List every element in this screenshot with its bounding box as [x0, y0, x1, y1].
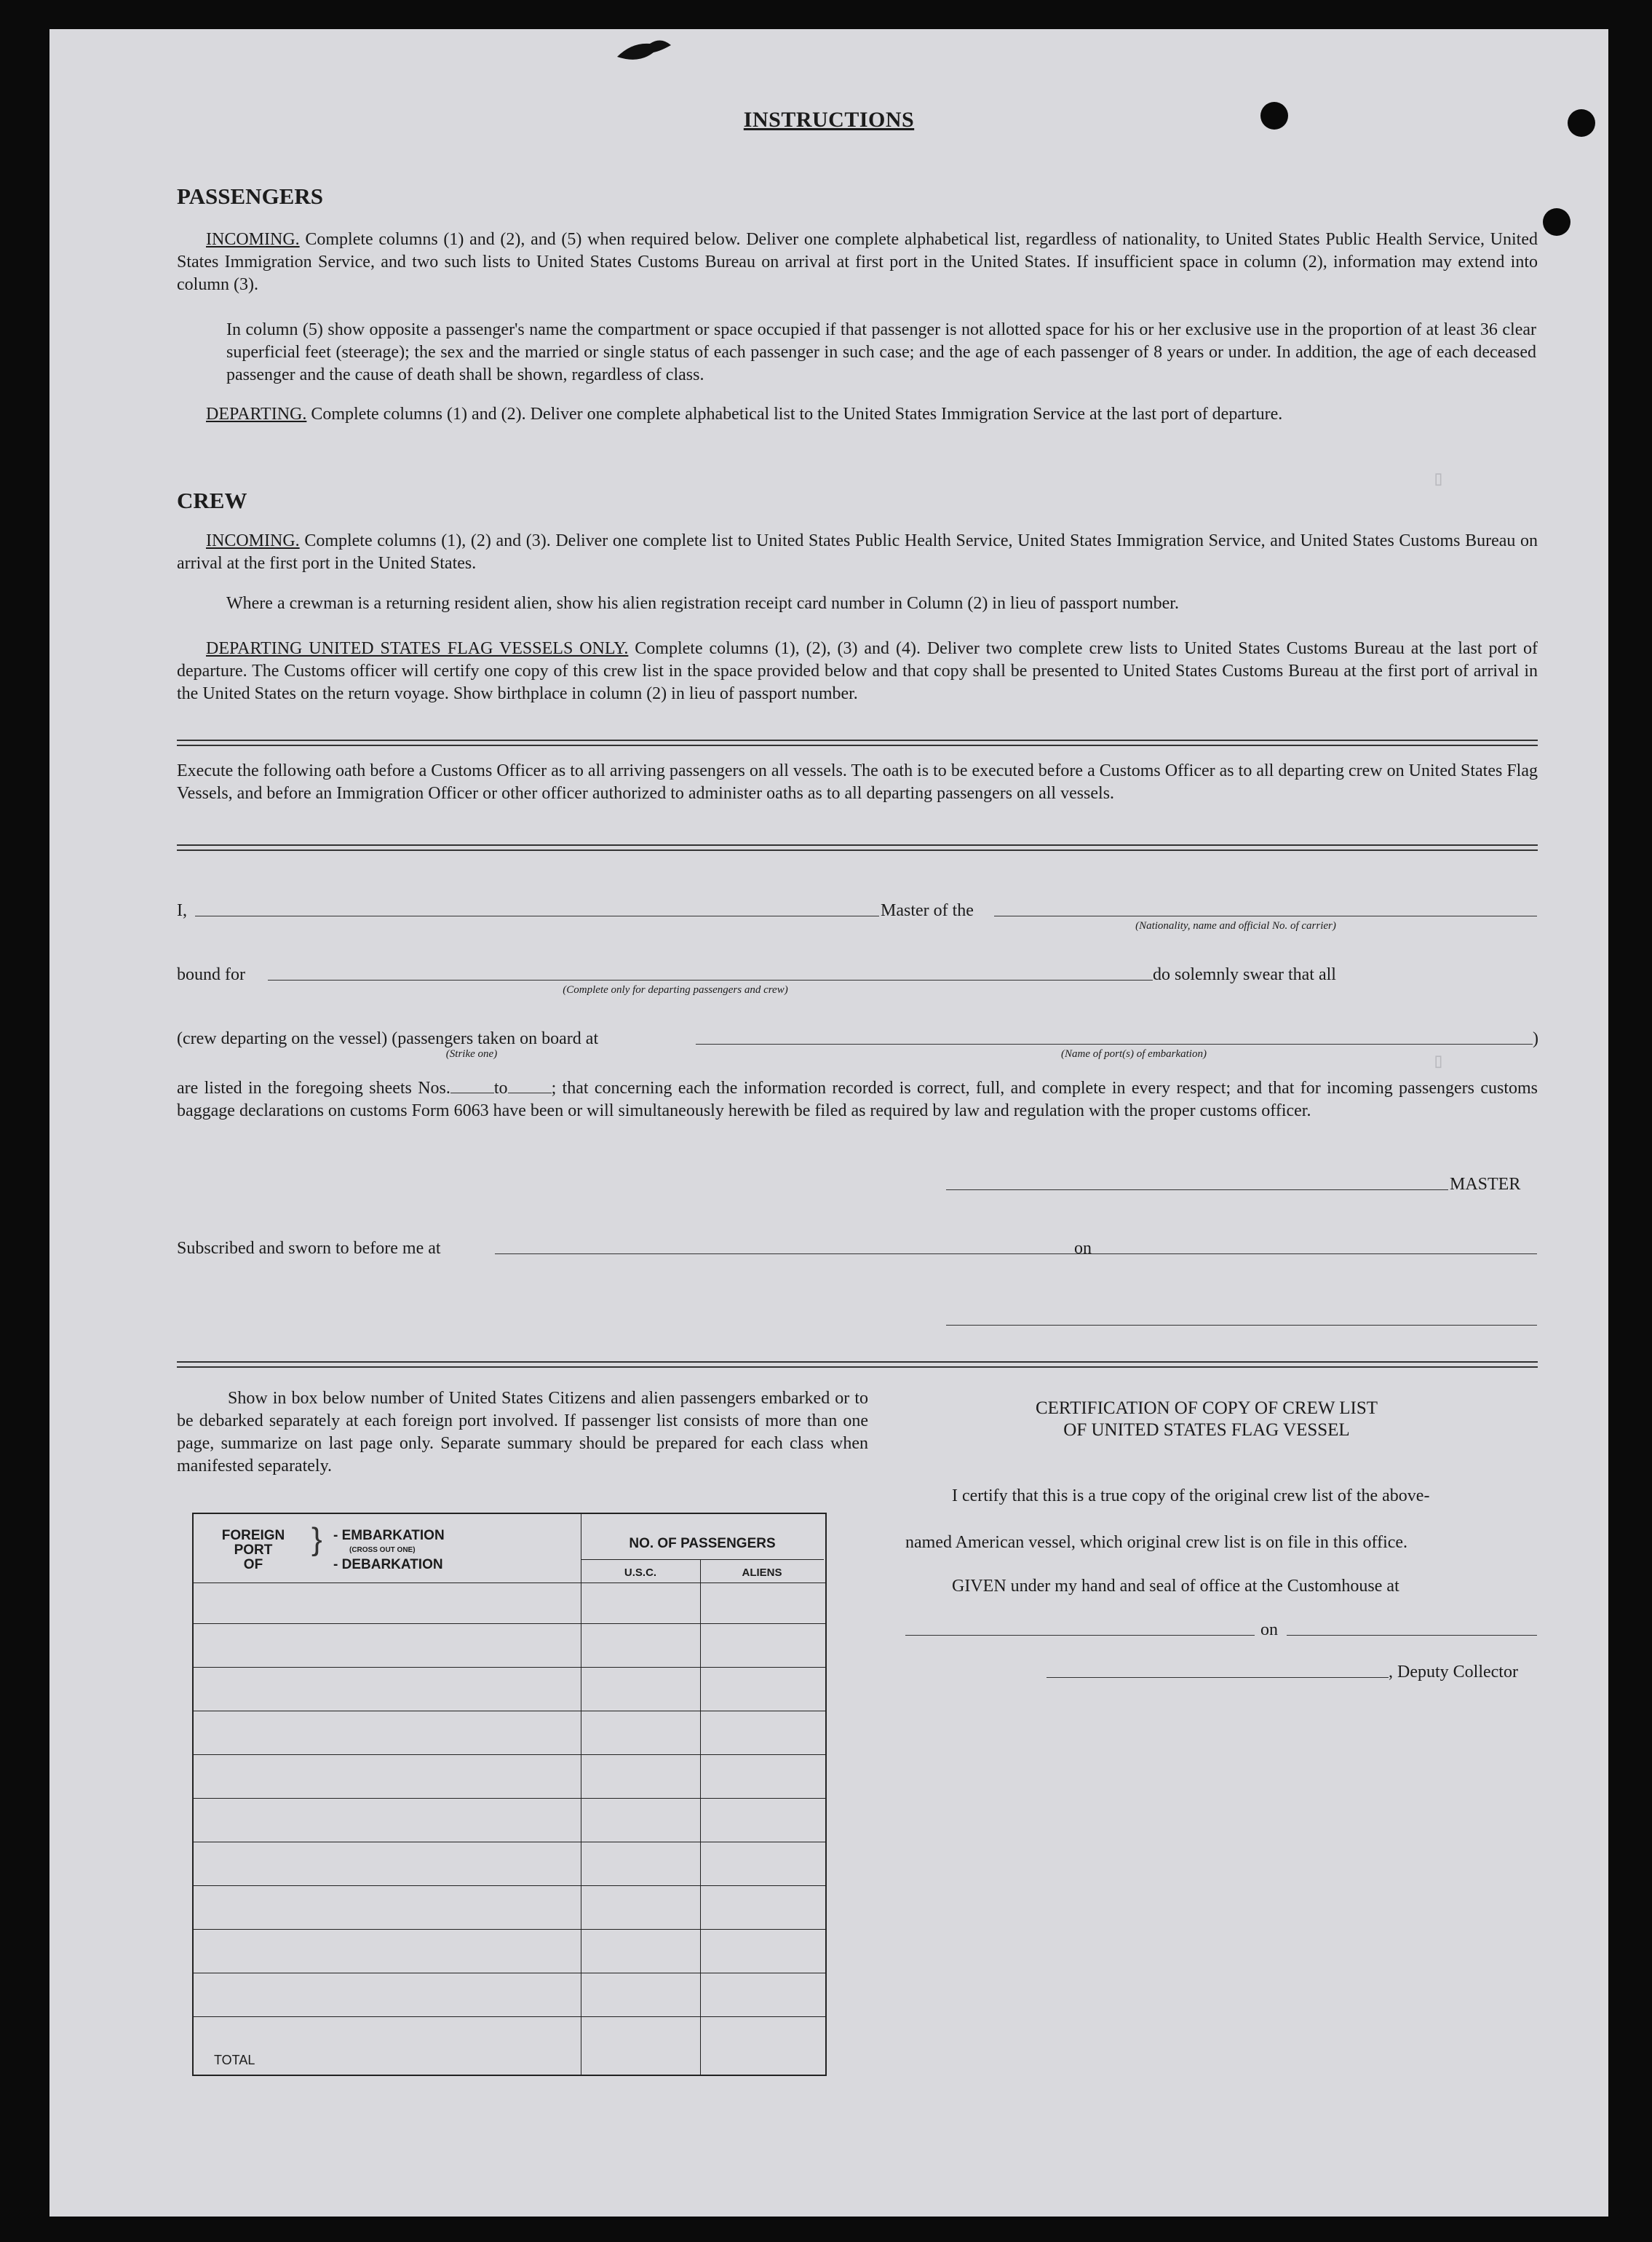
certification-title-line2: OF UNITED STATES FLAG VESSEL: [1063, 1420, 1350, 1440]
header-foreign: FOREIGN: [221, 1528, 285, 1543]
column5-paragraph: In column (5) show opposite a passenger's name the compartment or space occupied if that passenger is not allotted space for his or her exclusive use in the proportion of at least 36 clear superficial feet (steerage); the sex and the married or single status of each passenger in such case; and the age of each passenger of 8 years or under. In addition, the age of each deceased passenger and the cause of death shall be shown, regardless of class.: [226, 320, 1536, 384]
aliens-header: ALIENS: [742, 1566, 782, 1579]
oath-instruction: Execute the following oath before a Customs Officer as to all arriving passengers on all vessels. The oath is to be executed before a Customs Officer as to all departing crew on United States Flag Vessels, and before an Immigration Officer or other officer authorized to administer oaths as to all departing passengers on all vessels.: [177, 761, 1538, 803]
crew-departing-text: Complete columns (1), (2), (3) and (4). Deliver two complete crew lists to United States Customs Bureau at the last port of departure. The Customs officer will certify one copy of this crew list in the space provided below and that copy shall be presented to United States Customs Bureau at the first port of arrival in the United States on the return voyage. Show birthplace in column (2) in lieu of passport number.: [177, 639, 1538, 703]
departing-label: DEPARTING.: [206, 405, 307, 424]
oath-i-label: I,: [177, 901, 187, 920]
sworn-date-field[interactable]: [1105, 1253, 1537, 1254]
passenger-summary-table: [192, 1513, 827, 2076]
listed-paragraph: [177, 1077, 1538, 1122]
certify-line-1: I certify that this is a true copy of the original crew list of the above-: [952, 1486, 1430, 1505]
sworn-at-field[interactable]: [495, 1253, 1121, 1254]
deputy-collector-signature-field[interactable]: [1047, 1677, 1389, 1678]
crew-departing-clause: (crew departing on the vessel) (passengers taken on board at: [177, 1029, 599, 1048]
crew-incoming-paragraph: [177, 530, 1538, 575]
carrier-caption: (Nationality, name and official No. of carrier): [1135, 920, 1336, 932]
officer-signature-field[interactable]: [946, 1325, 1537, 1326]
crew-departing-paragraph: [177, 638, 1538, 705]
embarkation-caption: (Name of port(s) of embarkation): [1061, 1048, 1207, 1060]
master-label: MASTER: [1450, 1175, 1521, 1194]
bound-for-field[interactable]: [268, 980, 1153, 981]
punch-hole: [1543, 208, 1570, 236]
listed-text-a: are listed in the foregoing sheets Nos.: [177, 1079, 450, 1098]
table-row-line: [192, 1623, 825, 1624]
master-signature-field[interactable]: [946, 1189, 1448, 1190]
incoming-label: INCOMING.: [206, 230, 300, 249]
embarkation-port-field[interactable]: [696, 1044, 1533, 1045]
passengers-departing-text: Complete columns (1) and (2). Deliver one complete alphabetical list to the United States Immigration Service at the last port of departure.: [311, 405, 1283, 424]
table-row-line: [192, 2016, 825, 2017]
certify-line-2: named American vessel, which original crew list is on file in this office.: [905, 1533, 1408, 1552]
bleed-through-mark: ▯: [1432, 469, 1445, 491]
passengers-incoming-text: Complete columns (1) and (2), and (5) when required below. Deliver one complete alphabetical list, regardless of nationality, to United States Public Health Service, United States Immigration Service, and two such lists to United States Customs Bureau on arrival at first port in the United States. If insufficient space in column (2), information may extend into column (3).: [177, 230, 1538, 294]
header-embarkation: - EMBARKATION: [333, 1528, 445, 1543]
header-of: OF: [243, 1557, 263, 1572]
table-row-line: [192, 1798, 825, 1799]
passengers-heading: PASSENGERS: [177, 183, 323, 209]
header-debarkation: - DEBARKATION: [333, 1557, 443, 1572]
document-page: [49, 29, 1608, 2217]
bleed-through-mark: ▯: [1432, 1051, 1445, 1074]
crew-departing-label: DEPARTING UNITED STATES FLAG VESSELS ONLY.: [206, 639, 629, 658]
sworn-on-label: on: [1074, 1239, 1092, 1258]
passengers-departing-paragraph: [177, 403, 1538, 426]
certification-title: [879, 1398, 1534, 1441]
bound-for-caption: (Complete only for departing passengers and crew): [563, 984, 788, 996]
deputy-collector-label: , Deputy Collector: [1389, 1663, 1518, 1682]
page-title: INSTRUCTIONS: [743, 108, 915, 132]
embarkation-header: [333, 1529, 445, 1572]
divider: [177, 844, 1538, 851]
strike-one-caption: (Strike one): [445, 1048, 498, 1060]
no-passengers-header: NO. OF PASSENGERS: [629, 1536, 776, 1551]
master-of-label: Master of the: [881, 901, 974, 920]
subscribed-label: Subscribed and sworn to before me at: [177, 1239, 441, 1258]
table-row-line: [192, 1929, 825, 1930]
summary-instruction: Show in box below number of United States Citizens and alien passengers embarked or to be debarked separately at each foreign port involved. If passenger list consists of more than one page, summarize on last page only. Separate summary should be prepared for each class when manifested separately.: [177, 1389, 868, 1475]
table-row-line: [192, 1754, 825, 1755]
certification-title-line1: CERTIFICATION OF COPY OF CREW LIST: [1035, 1398, 1378, 1418]
header-port: PORT: [234, 1542, 273, 1558]
passengers-incoming-paragraph: [177, 229, 1538, 296]
certification-on-label: on: [1260, 1620, 1278, 1639]
table-divider: [581, 1559, 824, 1560]
total-label: TOTAL: [214, 2053, 255, 2067]
crew-heading: CREW: [177, 488, 247, 513]
crew-resident-paragraph: Where a crewman is a returning resident alien, show his alien registration receipt card number in Column (2) in lieu of passport number.: [226, 594, 1179, 613]
bound-for-label: bound for: [177, 965, 245, 984]
swear-label: do solemnly swear that all: [1153, 965, 1336, 984]
ink-blot: [610, 35, 675, 64]
close-paren: ): [1533, 1029, 1538, 1048]
given-line: GIVEN under my hand and seal of office at the Customhouse at: [952, 1577, 1399, 1596]
table-divider: [700, 1559, 701, 2075]
brace-icon: }: [311, 1521, 322, 1557]
foreign-port-header: [202, 1529, 304, 1572]
crew-incoming-text: Complete columns (1), (2) and (3). Deliver one complete list to United States Public Health Service, United States Immigration Service, and United States Customs Bureau on arrival at the first port in the United States.: [177, 531, 1538, 573]
customhouse-field[interactable]: [905, 1635, 1255, 1636]
table-row-line: [192, 1667, 825, 1668]
header-cross-out: (CROSS OUT ONE): [349, 1546, 416, 1554]
divider: [177, 740, 1538, 746]
listed-text-b: ; that concerning each the information recorded is correct, full, and complete in every respect; and that for incoming passengers customs baggage declarations on customs Form 6063 have been or will simultaneously herewith be filed as required by law and regulation with the proper customs officer.: [177, 1079, 1538, 1120]
usc-header: U.S.C.: [624, 1566, 657, 1579]
crew-incoming-label: INCOMING.: [206, 531, 300, 550]
table-row-line: [192, 1885, 825, 1886]
listed-to-label: to: [493, 1079, 508, 1098]
divider: [177, 1361, 1538, 1368]
certification-date-field[interactable]: [1287, 1635, 1537, 1636]
